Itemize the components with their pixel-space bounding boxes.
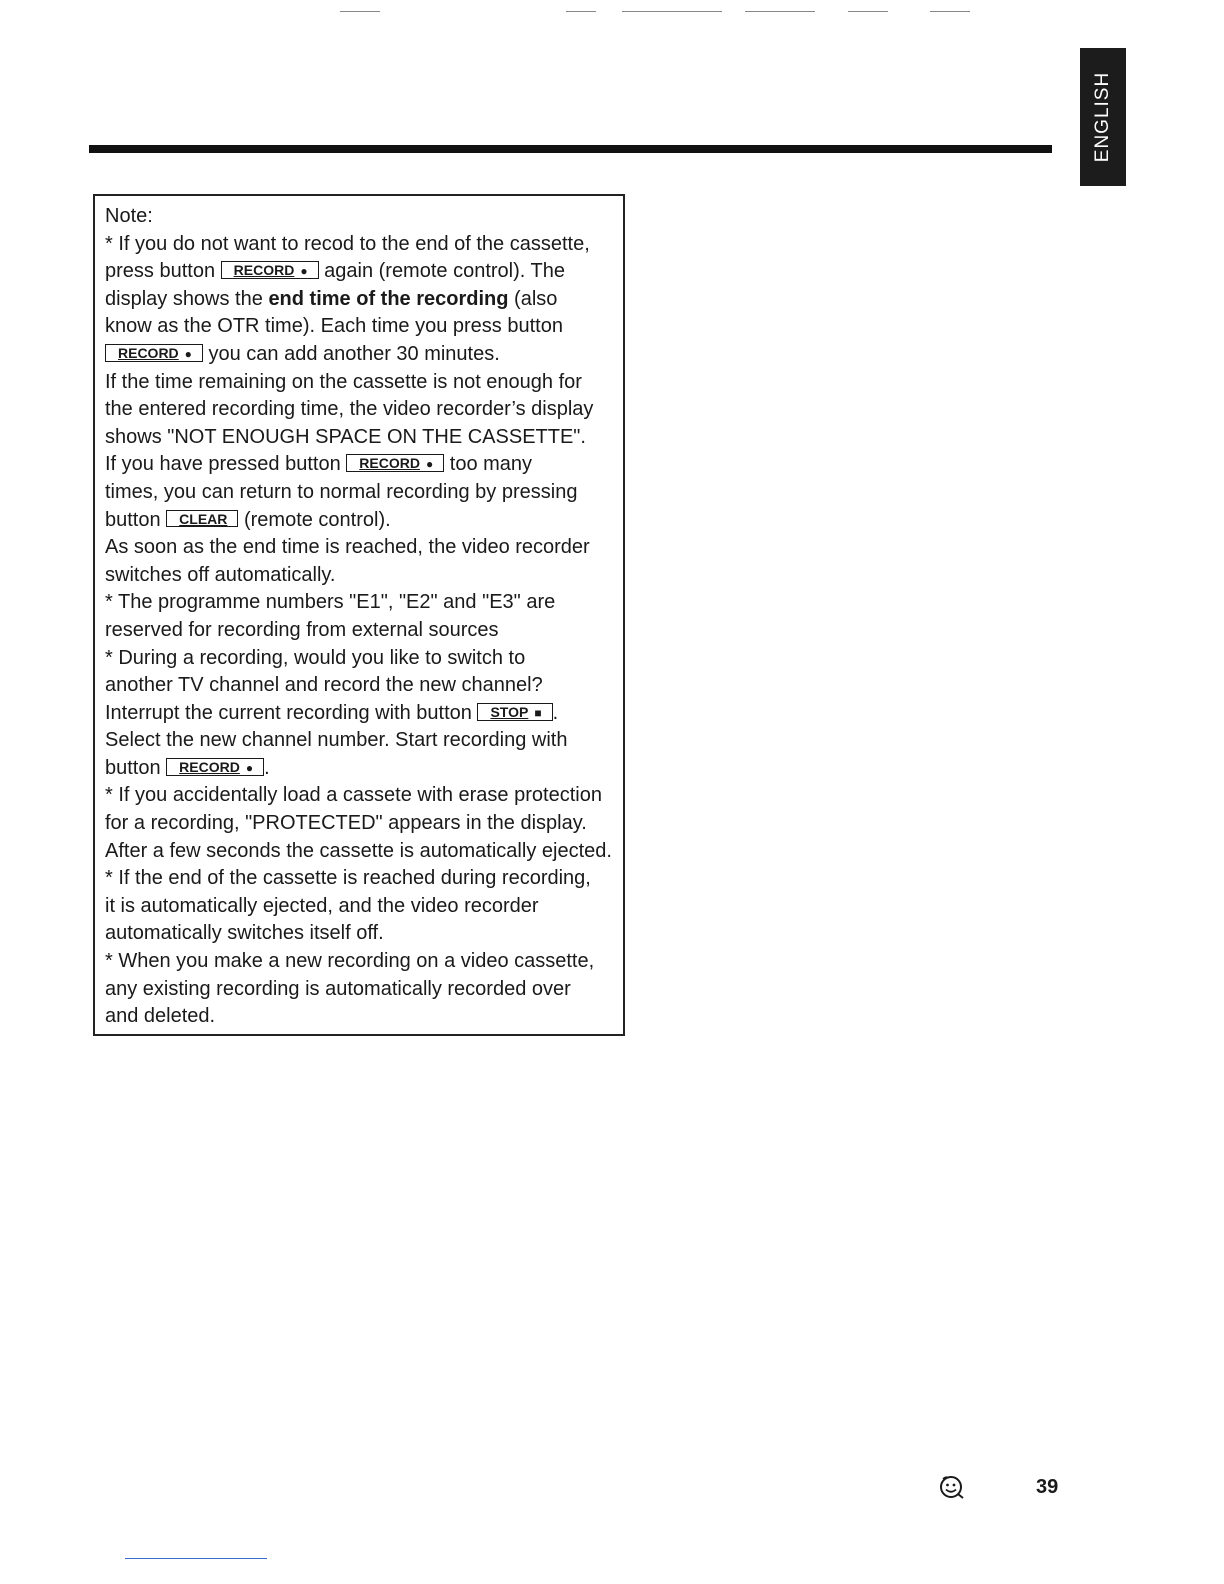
note-line: button RECORD ● . [105,756,270,779]
stop-button-key: STOP ■ [477,703,552,721]
record-button-key: RECORD ● [221,261,319,279]
note-line: * When you make a new recording on a video cassette, [105,950,595,973]
note-line: Select the new channel number. Start recording with [105,729,568,752]
record-button-key: RECORD ● [346,454,444,472]
note-line: * If you do not want to recod to the end of the cassette, [105,232,590,255]
note-line: * During a recording, would you like to switch to [105,646,526,669]
stop-square-icon: ■ [534,705,542,720]
note-line: RECORD ● you can add another 30 minutes. [105,341,615,369]
note-line: press button RECORD ● again (remote control). The [105,260,565,283]
note-line: know as the OTR time). Each time you press button [105,315,563,338]
note-line: for a recording, "PROTECTED" appears in the display. [105,812,587,835]
note-line: After a few seconds the cassette is automatically ejected. [105,839,612,862]
note-line: and deleted. [105,1005,216,1028]
note-line: If you have pressed button RECORD ● too many [105,453,533,476]
note-line: button CLEAR (remote control). [105,508,391,531]
language-tab [1080,48,1126,186]
note-line: automatically switches itself off. [105,922,384,945]
note-line: * If you accidentally load a cassete with erase protection [105,784,602,807]
end-time-emphasis: end time of the recording [268,287,509,310]
scan-artifact [848,11,888,12]
note-line: the entered recording time, the video recorder’s display [105,398,594,421]
scan-artifact [566,11,596,12]
record-dot-icon: ● [425,457,434,472]
scan-artifact [930,11,970,12]
note-heading: Note: [105,205,153,227]
note-line: If the time remaining on the cassette is not enough for [105,370,582,393]
scan-artifact [622,11,722,12]
scan-artifact [340,11,380,12]
record-dot-icon: ● [245,760,254,775]
record-button-key: RECORD ● [105,344,203,362]
note-line: As soon as the end time is reached, the video recorder [105,536,590,559]
note-line: switches off automatically. [105,563,336,586]
clear-button-key: CLEAR [166,510,238,527]
record-button-key: RECORD ● [166,758,264,776]
record-dot-icon: ● [184,346,192,361]
note-line: Interrupt the current recording with button STOP ■ . [105,701,559,724]
note-line: times, you can return to normal recording by pressing [105,480,578,503]
page-number: 39 [1036,1476,1059,1498]
note-line: display shows the end time of the recording (also [105,287,558,310]
record-dot-icon: ● [300,264,308,279]
smiley-face-icon [938,1473,966,1501]
top-rule [89,145,1052,153]
note-line: it is automatically ejected, and the video recorder [105,894,539,917]
scan-artifact [745,11,815,12]
bottom-rule [125,1558,267,1559]
note-line: shows "NOT ENOUGH SPACE ON THE CASSETTE". [105,425,586,448]
note-box [93,194,625,1036]
note-line: another TV channel and record the new channel? [105,674,543,697]
note-line: reserved for recording from external sources [105,618,499,641]
note-line: * If the end of the cassette is reached during recording, [105,867,591,890]
note-line: any existing recording is automatically recorded over [105,977,571,1000]
note-line: * The programme numbers "E1", "E2" and "E3" are [105,591,556,614]
language-tab-label: ENGLISH [1092,71,1114,163]
